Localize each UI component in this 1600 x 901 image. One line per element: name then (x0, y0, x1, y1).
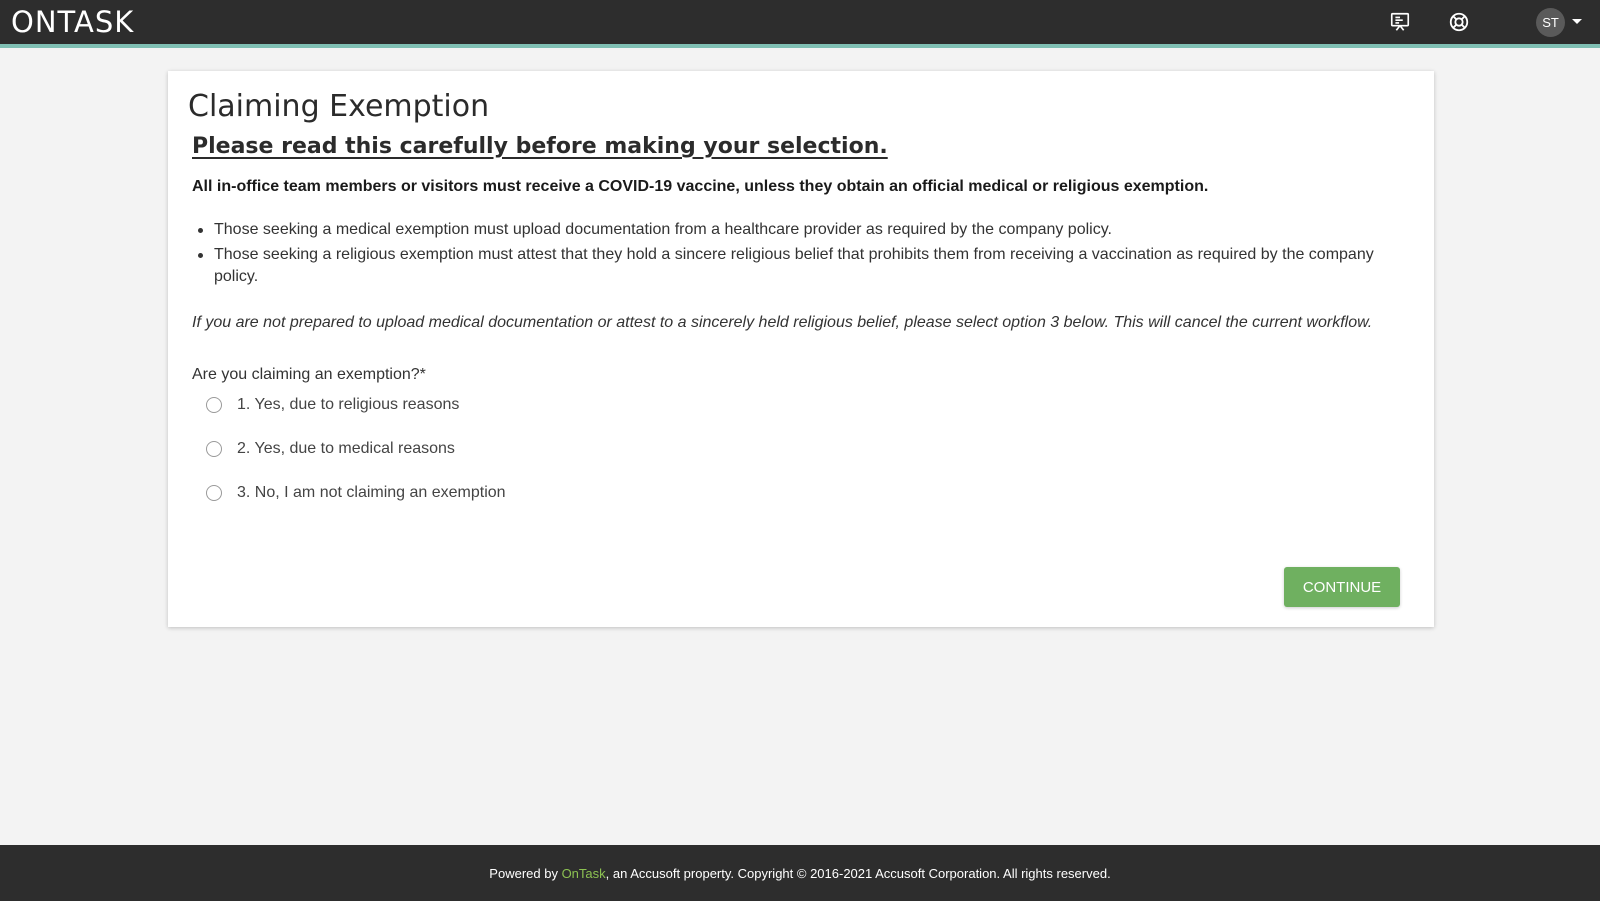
chevron-down-icon[interactable] (1572, 19, 1582, 24)
ontask-logo[interactable]: ONTASK (11, 5, 135, 39)
requirements-list (192, 219, 1402, 291)
footer-prefix: Powered by (489, 865, 562, 881)
form-subtitle: Please read this carefully before making your selection. (192, 134, 888, 159)
lifebuoy-icon[interactable] (1447, 10, 1471, 34)
option-label: 3. No, I am not claiming an exemption (237, 484, 506, 501)
option-medical[interactable] (206, 437, 455, 461)
list-item: Those seeking a medical exemption must upload documentation from a healthcare provider as required by the company policy. (192, 219, 1402, 241)
page-title: Claiming Exemption (188, 89, 490, 124)
page-footer (0, 845, 1600, 901)
ontask-link[interactable]: OnTask (561, 865, 606, 881)
footer-copyright: , an Accusoft property. Copyright © 2016-2021 Accusoft Corporation. All rights reserved. (605, 865, 1111, 881)
option-label: 2. Yes, due to medical reasons (237, 440, 455, 457)
topbar-accent-line (0, 44, 1600, 48)
user-avatar[interactable]: ST (1536, 8, 1565, 37)
continue-button[interactable]: CONTINUE (1284, 567, 1400, 607)
option-no-exemption[interactable] (206, 481, 506, 505)
top-navbar (0, 0, 1600, 44)
radio-button[interactable] (206, 485, 222, 501)
policy-statement: All in-office team members or visitors must receive a COVID-19 vaccine, unless they obtain an official medical or religious exemption. (192, 178, 1209, 195)
presentation-icon[interactable] (1388, 10, 1412, 34)
radio-button[interactable] (206, 441, 222, 457)
exemption-question-label: Are you claiming an exemption?* (192, 366, 426, 383)
option-religious[interactable] (206, 393, 459, 417)
option-label: 1. Yes, due to religious reasons (237, 396, 460, 413)
radio-button[interactable] (206, 397, 222, 413)
cancel-note: If you are not prepared to upload medical documentation or attest to a sincerely held religious belief, please select option 3 below. This will cancel the current workflow. (192, 314, 1373, 331)
exemption-form-card (168, 71, 1434, 627)
list-item: Those seeking a religious exemption must attest that they hold a sincere religious belief that prohibits them from receiving a vaccination as required by the company policy. (192, 244, 1402, 288)
